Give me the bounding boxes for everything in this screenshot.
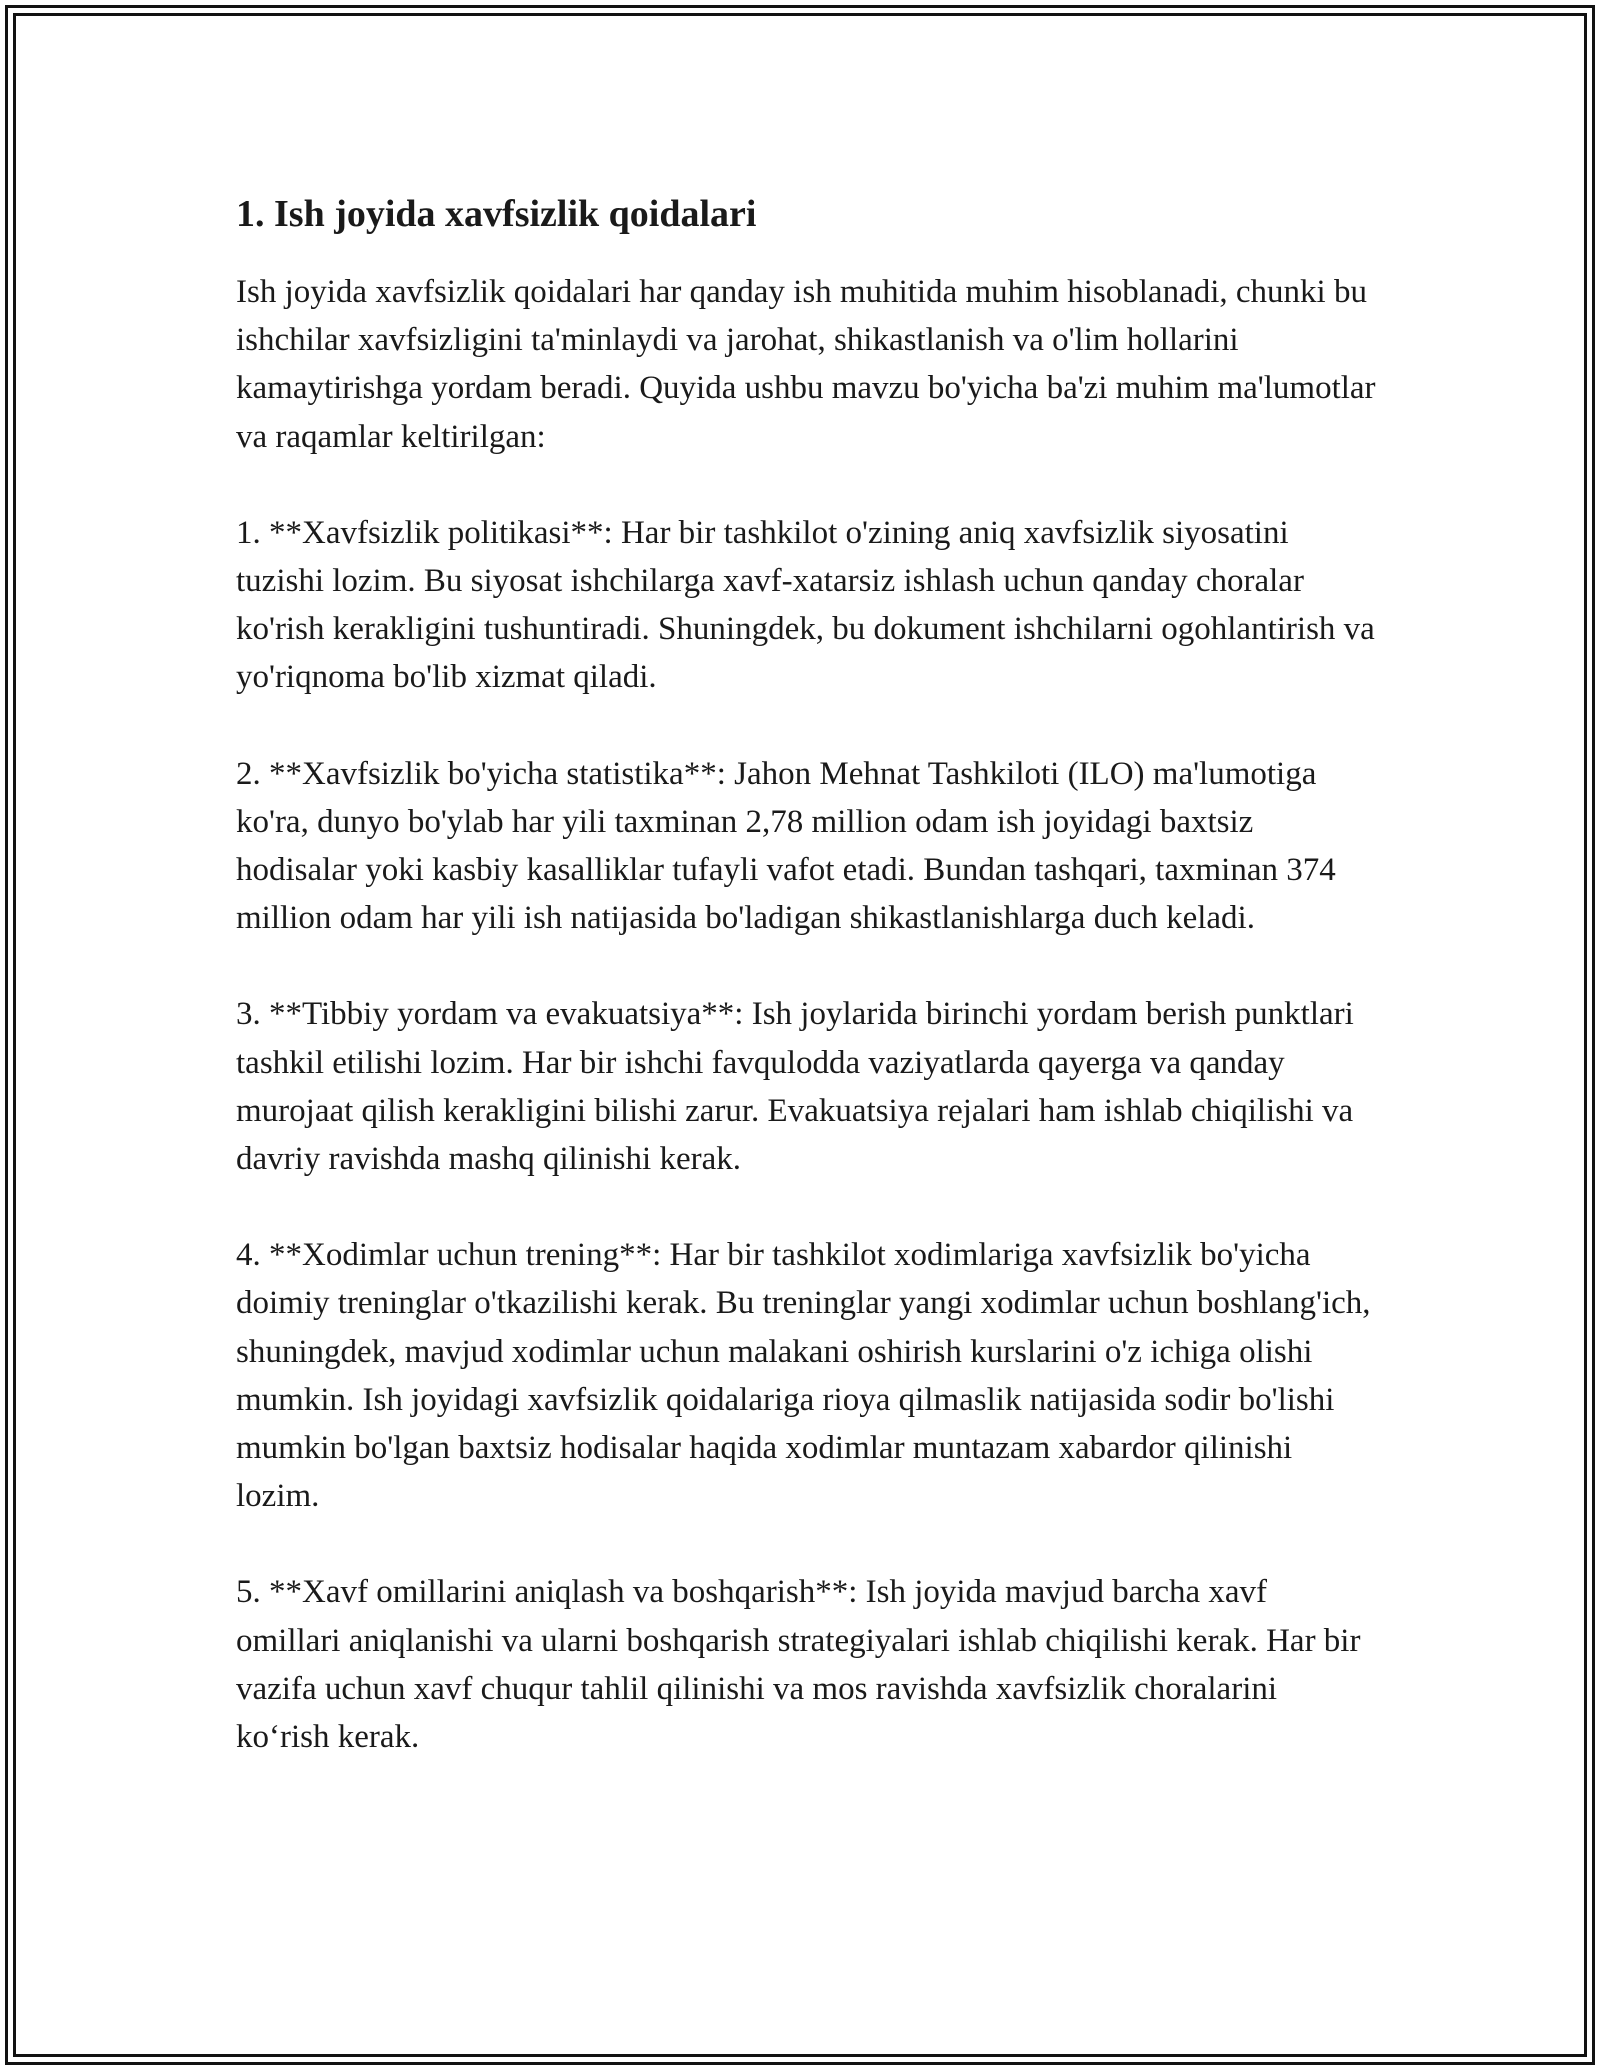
document-title: 1. Ish joyida xavfsizlik qoidalari: [236, 193, 757, 235]
list-item-1: 1. **Xavfsizlik politikasi**: Har bir tashkilot o'zining aniq xavfsizlik siyosatini tuzishi lozim. Bu siyosat ishchilarga xavf-xatarsiz ishlash uchun qanday choralar ko'rish kerakligini tushuntiradi. Shuningdek, bu dokument ishchilarni ogohlantirish va yo'riqnoma bo'lib xizmat qiladi.: [236, 514, 1375, 696]
document-body: [236, 186, 1376, 1809]
list-item-2: 2. **Xavfsizlik bo'yicha statistika**: Jahon Mehnat Tashkiloti (ILO) ma'lumotiga ko'ra, dunyo bo'ylab har yili taxminan 2,78 million odam ish joyidagi baxtsiz hodisalar yoki kasbiy kasalliklar tufayli vafot etadi. Bundan tashqari, taxminan 374 million odam har yili ish natijasida bo'ladigan shikastlanishlarga duch keladi.: [236, 755, 1336, 937]
list-item-4: 4. **Xodimlar uchun trening**: Har bir tashkilot xodimlariga xavfsizlik bo'yicha doimiy treninglar o'tkazilishi kerak. Bu treninglar yangi xodimlar uchun boshlang'ich, shuningdek, mavjud xodimlar uchun malakani oshirish kurslarini o'z ichiga olishi mumkin. Ish joyidagi xavfsizlik qoidalariga rioya qilmaslik natijasida sodir bo'lishi mumkin bo'lgan baxtsiz hodisalar haqida xodimlar muntazam xabardor qilinishi lozim.: [236, 1237, 1371, 1515]
intro-paragraph: Ish joyida xavfsizlik qoidalari har qanday ish muhitida muhim hisoblanadi, chunki bu ishchilar xavfsizligini ta'minlaydi va jarohat, shikastlanish va o'lim hollarini kamaytirishga yordam beradi. Quyida ushbu mavzu bo'yicha ba'zi muhim ma'lumotlar va raqamlar keltirilgan:: [236, 274, 1376, 455]
list-item-3: 3. **Tibbiy yordam va evakuatsiya**: Ish joylarida birinchi yordam berish punktlari tashkil etilishi lozim. Har bir ishchi favqulodda vaziyatlarda qayerga va qanday murojaat qilish kerakligini bilishi zarur. Evakuatsiya rejalari ham ishlab chiqilishi va davriy ravishda mashq qilinishi kerak.: [236, 996, 1354, 1178]
list-item-5: 5. **Xavf omillarini aniqlash va boshqarish**: Ish joyida mavjud barcha xavf omillari aniqlanishi va ularni boshqarish strategiyalari ishlab chiqilishi kerak. Har bir vazifa uchun xavf chuqur tahlil qilinishi va mos ravishda xavfsizlik choralarini ko‘rish kerak.: [236, 1574, 1361, 1756]
